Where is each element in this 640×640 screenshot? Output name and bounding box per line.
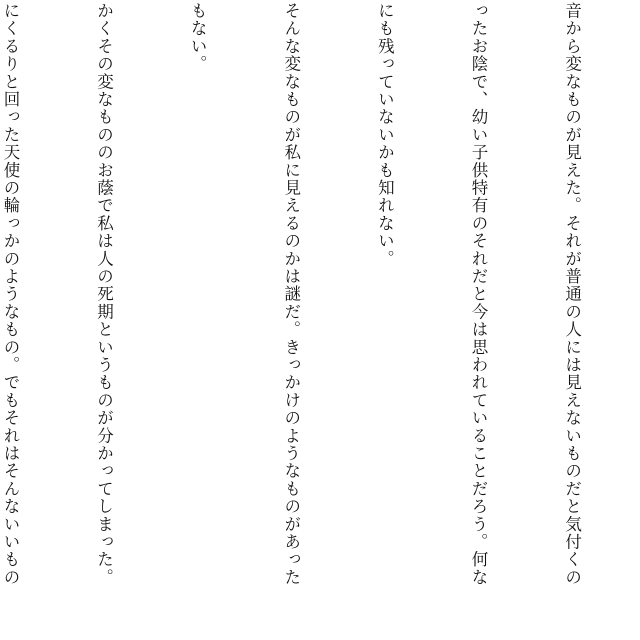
text-line: にも残っていないかも知れない。 — [375, 2, 395, 268]
text-line: 音から変なものが見えた。それが普通の人には見えないものだと気付くの — [562, 2, 582, 587]
vertical-text-body — [0, 2, 640, 640]
text-line: にくるりと回った天使の輪っかのようなもの。でもそれはそんないいもの — [0, 2, 20, 587]
text-line: もない。 — [188, 2, 208, 73]
text-line: ったお陰で、幼い子供特有のそれだと今は思われていることだろう。何な — [468, 2, 488, 587]
text-line: かくその変なもののお蔭で私は人の死期というものが分かってしまった。 — [94, 2, 114, 587]
text-line: そんな変なものが私に見えるのかは謎だ。きっかけのようなものがあった — [281, 2, 301, 587]
